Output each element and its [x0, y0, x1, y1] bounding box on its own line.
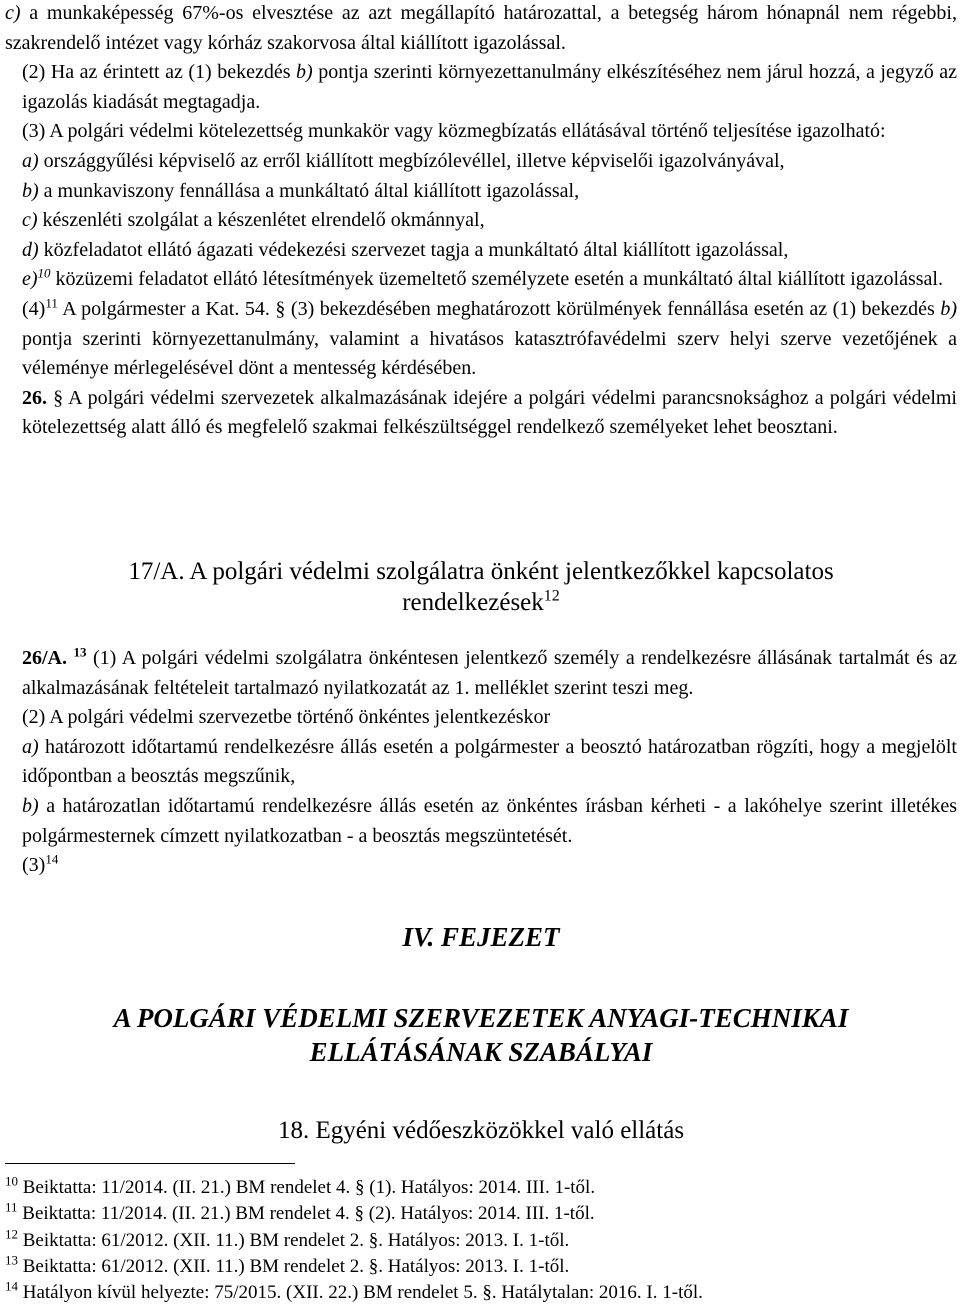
footnote-text: Beiktatta: 11/2014. (II. 21.) BM rendelet 4. § (2). Hatályos: 2014. III. 1-től.	[17, 1203, 595, 1225]
list-item	[5, 206, 957, 236]
footnote-text: Hatályon kívül helyezte: 75/2015. (XII. 22.) BM rendelet 5. §. Hatálytalan: 2016. I. 1-től.	[18, 1282, 703, 1304]
item-label: b)	[296, 61, 313, 84]
list-item	[5, 147, 957, 177]
footnote-divider	[5, 1163, 295, 1164]
list-item	[5, 265, 957, 295]
paragraph-text: A polgármester a Kat. 54. § (3) bekezdésében meghatározott körülmények fennállása esetén az (1) bekezdés	[57, 297, 941, 320]
section-26a-paragraph-3	[5, 851, 957, 881]
footnote-ref[interactable]: 11	[45, 295, 58, 311]
item-label: d)	[22, 238, 39, 261]
footnote	[5, 1228, 955, 1254]
item-label: c)	[22, 209, 38, 232]
item-label: b)	[22, 794, 39, 817]
paragraph-c-munkakepesseg	[5, 0, 957, 58]
section-18-heading	[5, 1115, 957, 1146]
item-label: e)	[22, 268, 38, 291]
item-text: a munkaviszony fennállása a munkáltató által kiállított igazolással,	[38, 179, 580, 202]
item-list	[5, 147, 957, 295]
item-label: c)	[5, 2, 21, 24]
item-text: készenléti szolgálat a készenlétet elrendelő okmánnyal,	[37, 209, 485, 232]
footnote	[5, 1280, 955, 1306]
item-label: a)	[22, 149, 39, 172]
section-17a-heading	[5, 556, 957, 618]
section-26a-paragraph-2: (2) A polgári védelmi szervezetbe történő önkéntes jelentkezéskor	[22, 706, 551, 729]
section-text: (1) A polgári védelmi szolgálatra önkéntesen jelentkező személy a rendelkezésre állásának tartalmát és az alkalmazásának feltételeit tartalmazó nyilatkozatát az 1. melléklet szerint teszi meg.	[22, 647, 958, 699]
paragraph-text: a munkaképesség 67%-os elvesztése az azt megállapító határozattal, a betegség három hónapnál nem régebbi, szakrendelő intézet vagy kórház szakorvosa által kiállított igazolással.	[5, 2, 957, 54]
footnote-number: 10	[5, 1173, 18, 1189]
footnote-text: Beiktatta: 11/2014. (II. 21.) BM rendelet 4. § (1). Hatályos: 2014. III. 1-től.	[18, 1177, 596, 1198]
footnote-text: Beiktatta: 61/2012. (XII. 11.) BM rendelet 2. §. Hatályos: 2013. I. 1-től.	[18, 1255, 570, 1277]
item-label: b)	[940, 297, 957, 320]
section-number: 26/A.	[22, 647, 67, 669]
chapter-title	[5, 1001, 957, 1069]
paragraph-3: (3) A polgári védelmi kötelezettség munkakör vagy közmegbízatás ellátásával történő teljesítése igazolható:	[22, 120, 886, 143]
footnote-ref[interactable]: 12	[543, 587, 560, 605]
item-text: országgyűlési képviselő az erről kiállított megbízólevéllel, illetve képviselői igazolványával,	[38, 149, 785, 172]
footnote	[5, 1254, 955, 1280]
footnote	[5, 1201, 955, 1227]
footnote-ref[interactable]: 13	[73, 644, 87, 660]
footnote-text: Beiktatta: 61/2012. (XII. 11.) BM rendelet 2. §. Hatályos: 2013. I. 1-től.	[18, 1229, 570, 1251]
section-26	[5, 384, 957, 443]
document-body	[5, 0, 957, 443]
item-text: határozott időtartamú rendelkezésre állás esetén a polgármester a beosztó határozatban rögzíti, hogy a megjelölt időpontban a beosztás megszűnik,	[22, 735, 957, 788]
section-text: § A polgári védelmi szervezetek alkalmazásának idejére a polgári védelmi parancsnoksághoz a polgári védelmi kötelezettség alatt álló és megfelelő szakmai felkészültséggel rendelkező személyeket lehet beosztani.	[22, 386, 957, 439]
section-number: 26.	[22, 386, 47, 409]
footnote-number: 12	[5, 1226, 18, 1242]
footnote-ref[interactable]: 10	[37, 265, 51, 281]
item-text: közüzemi feladatot ellátó létesítmények üzemeltető személyzete esetén a munkáltató által kiállított igazolással.	[50, 268, 943, 291]
footnote-ref[interactable]: 14	[45, 851, 59, 867]
item-label: b)	[22, 179, 39, 202]
item-text: közfeladatot ellátó ágazati védekezési szervezet tagja a munkáltató által kiállított igazolással,	[38, 238, 789, 261]
chapter-heading	[5, 920, 957, 954]
list-item	[5, 177, 957, 207]
chapter-title-line: ELLÁTÁSÁNAK SZABÁLYAI	[309, 1037, 653, 1067]
section-title: 18. Egyéni védőeszközökkel való ellátás	[277, 1117, 685, 1144]
section-title-line: 17/A. A polgári védelmi szolgálatra önként jelentkezőkkel kapcsolatos	[128, 558, 834, 585]
paragraph-text: pontja szerinti környezettanulmány, valamint a hivatásos katasztrófavédelmi szerv helyi szerve vezetőjének a véleménye mérlegelésével dönt a mentesség kérdésében.	[22, 327, 957, 380]
item-text: a határozatlan időtartamú rendelkezésre állás esetén az önkéntes írásban kérheti - a lakóhelye szerint illetékes polgármesternek címzett nyilatkozatban - a beosztás megszüntetését.	[22, 794, 957, 847]
paragraph-number: (3)	[22, 854, 46, 877]
paragraph-4	[5, 295, 957, 384]
section-title-text: rendelkezések	[402, 589, 544, 616]
paragraph-text: (2) Ha az érintett az (1) bekezdés	[22, 61, 297, 84]
list-item	[5, 792, 957, 851]
paragraph-text: pontja szerinti környezettanulmány elkészítéséhez nem járul hozzá, a jegyző az igazolás kiadását megtagadja.	[22, 61, 957, 113]
section-title-line	[5, 587, 957, 618]
paragraph-number: (4)	[22, 297, 46, 320]
footnote-number: 11	[5, 1199, 18, 1215]
chapter-title-line: A POLGÁRI VÉDELMI SZERVEZETEK ANYAGI-TECHNIKAI	[113, 1003, 849, 1033]
section-26a	[5, 644, 957, 881]
footnote	[5, 1175, 955, 1201]
item-label: a)	[22, 735, 39, 758]
footnotes	[5, 1175, 955, 1306]
chapter-number: IV. FEJEZET	[402, 922, 560, 952]
paragraph-2	[5, 58, 957, 117]
list-item	[5, 236, 957, 266]
footnote-number: 13	[5, 1252, 18, 1268]
list-item	[5, 733, 957, 792]
section-26a-paragraph-1	[5, 644, 957, 703]
footnote-number: 14	[5, 1278, 18, 1294]
